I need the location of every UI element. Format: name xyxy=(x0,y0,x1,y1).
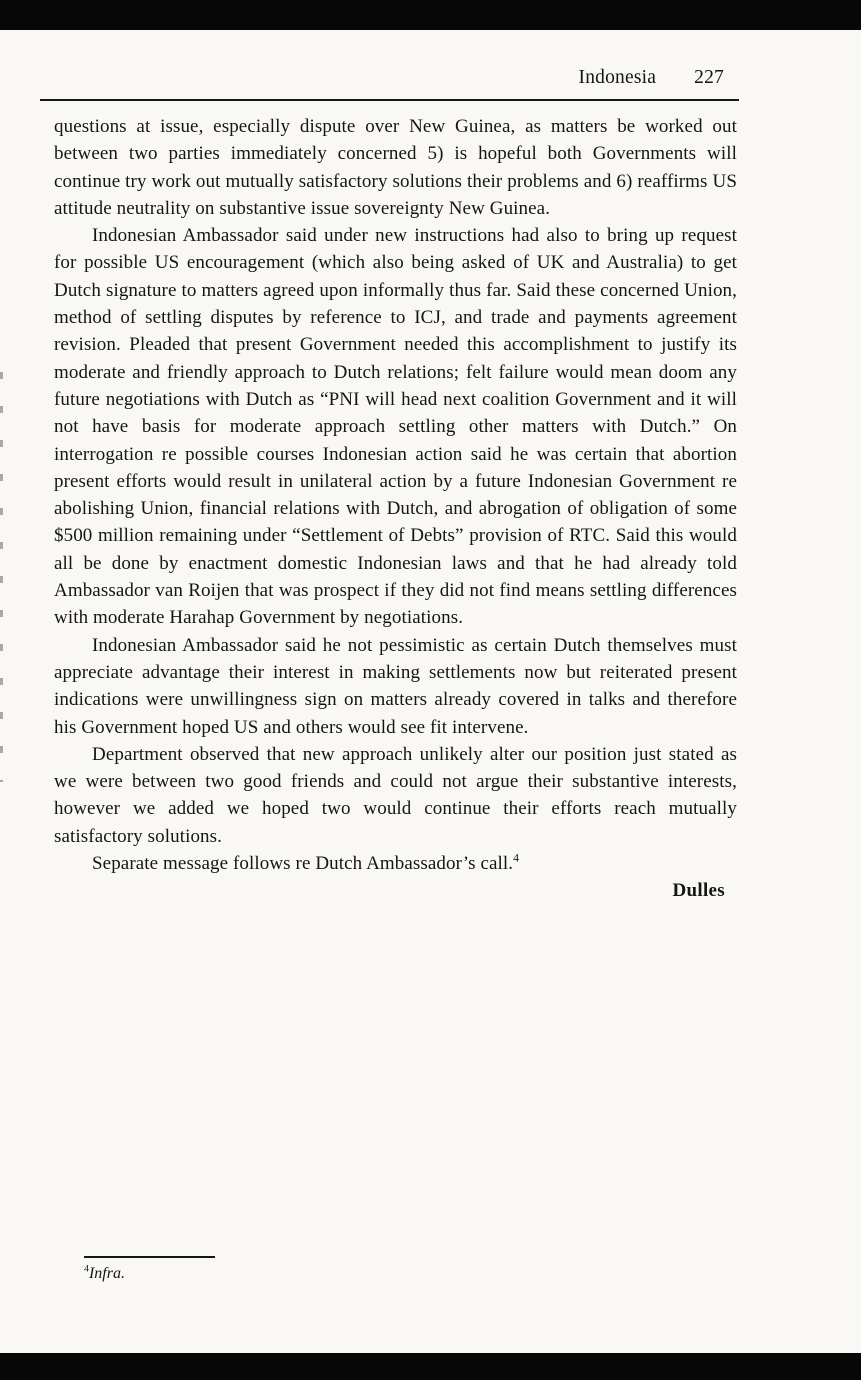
document-body xyxy=(54,113,737,905)
footnote-marker: 4 xyxy=(84,1263,89,1275)
header-section-title: Indonesia xyxy=(578,67,657,88)
header-rule xyxy=(40,99,739,101)
scan-artifact-top-bar xyxy=(0,0,861,30)
footnote-rule xyxy=(84,1256,215,1258)
paragraph-5-text: Separate message follows re Dutch Ambassador’s call. xyxy=(92,853,514,875)
scan-artifact-edge-marks xyxy=(0,372,3,782)
paragraph-4: Department observed that new approach unlikely alter our position just stated as we were between two good friends and could not argue their substantive interests, however we added we hoped two would continue their efforts reach mutually satisfactory solutions. xyxy=(54,743,737,847)
footnote xyxy=(84,1263,125,1284)
paragraph-continuation: questions at issue, especially dispute over New Guinea, as matters be worked out between two parties immediately concerned 5) is hopeful both Governments will continue try work out mutually satisfactory solutions their problems and 6) reaffirms US attitude neutrality on substantive issue sovereignty New Guinea. xyxy=(54,116,737,219)
paragraph-3: Indonesian Ambassador said he not pessimistic as certain Dutch themselves must appreciate advantage their interest in making settlements now but reiterated present indications were unwillingness sign on matters already covered in talks and therefore his Government hoped US and others would see fit intervene. xyxy=(54,634,737,738)
paragraph-5 xyxy=(54,850,737,877)
footnote-text: Infra. xyxy=(88,1265,125,1282)
signature: Dulles xyxy=(672,880,725,902)
scan-artifact-bottom-bar xyxy=(0,1353,861,1380)
footnote-reference: 4 xyxy=(513,851,520,865)
page-header xyxy=(54,67,737,89)
paragraph-2: Indonesian Ambassador said under new instructions had also to bring up request for possible US encouragement (which also being asked of UK and Australia) to get Dutch signature to matters agreed upon informally thus far. Said these concerned Union, method of settling disputes by reference to ICJ, and trade and payments agreement revision. Pleaded that present Government needed this accomplishment to justify its moderate and friendly approach to Dutch relations; felt failure would mean doom any future negotiations with Dutch as “PNI will head next coalition Government and it will not have basis for moderate approach settling other matters with Dutch.” On interrogation re possible courses Indonesian action said he was certain that abortion present efforts would result in unilateral action by a future Indonesian Government re abolishing Union, financial relations with Dutch, and abrogation of obligation of some $500 million remaining under “Settlement of Debts” provision of RTC. Said this would all be done by enactment domestic Indonesian laws and that he had already told Ambassador van Roijen that was prospect if they did not find means settling differences with moderate Harahap Government by negotiations. xyxy=(54,225,737,629)
header-page-number: 227 xyxy=(694,67,724,88)
